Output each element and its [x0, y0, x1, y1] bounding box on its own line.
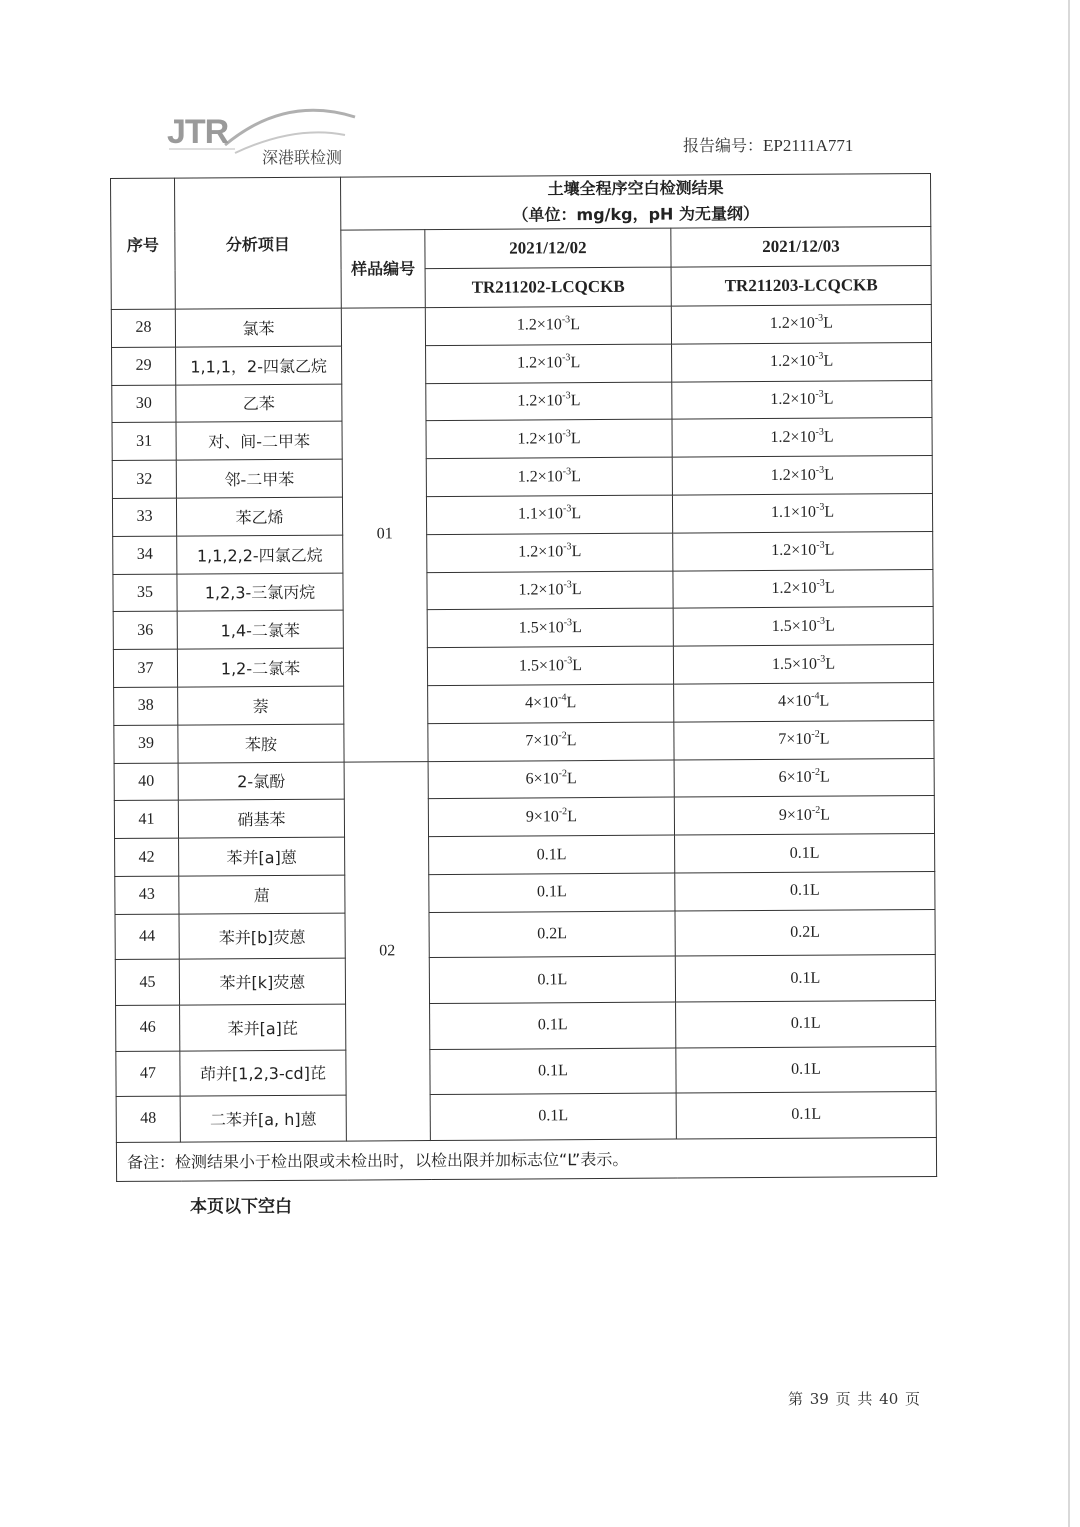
table-row [114, 720, 934, 763]
result-value-1 [426, 457, 672, 496]
analysis-item: 苯并[k]荧蒽 [179, 958, 345, 1005]
value-mantissa: 0.2L [790, 923, 821, 941]
value-mantissa: 1.5×10 [771, 655, 818, 673]
value-mantissa: 1.2×10 [770, 352, 816, 371]
result-value-2 [675, 834, 935, 873]
result-value-1 [428, 722, 674, 761]
value-flag: L [566, 694, 577, 712]
value-mantissa: 0.1L [536, 883, 567, 901]
analysis-item: 氯苯 [175, 308, 341, 347]
result-value-1 [426, 382, 672, 421]
table-row [115, 834, 935, 877]
table-row [115, 909, 935, 960]
result-value-2 [673, 569, 933, 608]
row-number: 40 [114, 763, 178, 801]
value-mantissa: 0.1L [790, 1014, 821, 1033]
table-title: 土壤全程序空白检测结果 [547, 178, 724, 199]
table-row [114, 758, 934, 801]
report-number-label: 报告编号： [683, 136, 764, 155]
analysis-item: 对、间-二甲苯 [176, 421, 342, 460]
value-mantissa: 1.2×10 [517, 392, 563, 410]
result-value-2 [672, 456, 932, 495]
result-value-2 [676, 1046, 936, 1093]
table-row [112, 342, 932, 385]
result-value-1 [425, 306, 671, 345]
date-header-1: 2021/12/02 [425, 228, 671, 269]
value-flag: L [823, 352, 834, 370]
results-table-body [111, 173, 937, 1181]
analysis-item: 茚并[1,2,3-cd]芘 [180, 1050, 346, 1097]
result-value-2 [674, 758, 934, 797]
value-mantissa: 1.5×10 [518, 656, 564, 675]
result-value-2 [673, 531, 933, 570]
table-row [113, 569, 933, 612]
value-exponent: -2 [811, 728, 820, 740]
value-mantissa: 4×10 [525, 694, 559, 712]
value-flag: L [570, 354, 581, 372]
row-number: 37 [113, 649, 177, 687]
value-mantissa: 1.2×10 [771, 541, 817, 560]
value-mantissa: 7×10 [778, 730, 812, 749]
result-value-2 [672, 342, 932, 381]
value-exponent: -4 [811, 691, 820, 703]
row-number: 32 [112, 460, 176, 498]
value-mantissa: 9×10 [778, 806, 812, 824]
value-mantissa: 6×10 [525, 770, 559, 788]
value-mantissa: 1.2×10 [769, 315, 815, 333]
value-flag: L [824, 579, 835, 597]
value-flag: L [823, 390, 834, 408]
result-value-2 [675, 871, 935, 910]
table-note: 备注：检测结果小于检出限或未检出时，以检出限并加标志位“L”表示。 [116, 1137, 936, 1181]
result-value-1 [426, 344, 672, 383]
value-mantissa: 0.1L [538, 1107, 569, 1125]
result-value-2 [671, 304, 931, 343]
analysis-item: 2-氯酚 [178, 762, 344, 801]
row-number: 38 [114, 687, 178, 725]
analysis-item: 1,1,2,2-四氯乙烷 [177, 535, 343, 574]
analysis-item: 1,4-二氯苯 [177, 610, 343, 649]
result-value-1 [427, 608, 673, 647]
row-number: 45 [115, 959, 179, 1005]
row-number: 36 [113, 611, 177, 649]
sample-id-header-1: TR211202-LCQCKB [425, 267, 671, 308]
value-mantissa: 1.2×10 [518, 543, 564, 561]
result-value-2 [674, 796, 934, 835]
report-number-value: EP2111A771 [763, 136, 854, 155]
result-value-1 [430, 1048, 676, 1095]
value-exponent: -3 [815, 464, 825, 476]
row-number: 33 [112, 498, 176, 536]
date-header-2: 2021/12/03 [671, 226, 931, 267]
value-mantissa: 0.1L [538, 1062, 568, 1080]
table-row [115, 955, 935, 1006]
value-mantissa: 0.1L [536, 845, 567, 863]
row-number: 44 [115, 914, 179, 960]
table-row [113, 645, 933, 688]
page-number: 第 39 页 共 40 页 [788, 1390, 921, 1408]
row-number: 39 [114, 725, 178, 763]
value-mantissa: 1.5×10 [518, 619, 564, 637]
col-item-header: 分析项目 [175, 177, 342, 309]
row-number: 30 [112, 385, 176, 423]
result-value-2 [673, 645, 933, 684]
analysis-item: 苯并[a]芘 [180, 1004, 346, 1051]
value-exponent: -2 [811, 766, 820, 778]
value-flag: L [825, 655, 836, 673]
result-value-1 [427, 533, 673, 572]
result-value-2 [675, 955, 935, 1002]
analysis-item: 邻-二甲苯 [176, 459, 342, 498]
value-flag: L [571, 467, 581, 485]
result-value-1 [429, 911, 675, 958]
value-flag: L [824, 541, 835, 559]
analysis-item: 萘 [178, 686, 344, 725]
value-flag: L [570, 316, 581, 334]
value-mantissa: 9×10 [525, 808, 559, 826]
table-row [114, 682, 934, 725]
value-flag: L [824, 466, 834, 484]
value-mantissa: 0.1L [791, 1106, 822, 1124]
company-name: 深港联检测 [262, 148, 343, 167]
row-number: 47 [116, 1051, 180, 1097]
result-value-1 [428, 797, 674, 836]
result-value-2 [672, 418, 932, 457]
row-number: 48 [116, 1096, 180, 1142]
value-exponent: -3 [815, 502, 825, 514]
result-value-1 [429, 835, 675, 874]
sample-group-01: 01 [341, 308, 428, 762]
table-row [116, 1046, 936, 1097]
value-exponent: -3 [814, 313, 824, 325]
value-exponent: -3 [563, 616, 573, 629]
value-mantissa: 1.2×10 [770, 428, 816, 446]
result-value-2 [676, 1092, 936, 1139]
result-value-1 [426, 495, 672, 534]
col-sample-header: 样品编号 [341, 230, 425, 309]
value-mantissa: 0.1L [789, 882, 820, 900]
value-mantissa: 0.1L [537, 1016, 568, 1034]
result-value-1 [428, 760, 674, 799]
result-value-2 [672, 380, 932, 419]
value-flag: L [823, 314, 834, 333]
value-exponent: -3 [562, 352, 571, 364]
value-mantissa: 6×10 [778, 768, 812, 786]
value-mantissa: 1.1×10 [517, 505, 564, 523]
table-row [113, 607, 933, 650]
result-value-1 [427, 646, 673, 685]
value-flag: L [571, 581, 582, 599]
row-number: 35 [113, 574, 177, 612]
result-value-2 [675, 909, 935, 956]
result-value-1 [430, 1002, 676, 1049]
report-number [683, 133, 853, 156]
value-mantissa: 1.2×10 [517, 354, 563, 372]
value-exponent: -3 [562, 390, 571, 402]
value-exponent: -2 [558, 768, 567, 780]
analysis-item: 苯胺 [178, 724, 344, 763]
value-flag: L [820, 806, 831, 824]
result-value-2 [674, 720, 934, 759]
value-mantissa: 1.1×10 [770, 504, 817, 522]
value-exponent: -3 [816, 653, 826, 665]
value-flag: L [819, 692, 830, 711]
sample-id-header-2: TR211203-LCQCKB [671, 265, 931, 306]
table-row [112, 456, 932, 499]
value-exponent: -2 [811, 804, 821, 816]
table-row [112, 380, 932, 423]
row-number: 43 [115, 876, 179, 914]
table-row [114, 796, 934, 839]
value-flag: L [571, 543, 582, 561]
row-number: 29 [112, 347, 176, 385]
value-exponent: -3 [562, 465, 572, 477]
row-number: 31 [112, 422, 176, 460]
value-mantissa: 0.1L [791, 1060, 821, 1078]
value-mantissa: 0.1L [790, 969, 821, 987]
note-row [116, 1137, 936, 1181]
value-mantissa: 1.5×10 [771, 617, 817, 635]
result-value-1 [429, 956, 675, 1003]
value-exponent: -3 [816, 539, 825, 551]
value-exponent: -3 [815, 388, 824, 400]
value-mantissa: 1.2×10 [518, 581, 564, 599]
row-number: 41 [114, 800, 178, 838]
value-mantissa: 0.1L [789, 844, 820, 862]
result-value-2 [673, 607, 933, 646]
table-unit-note: （单位：mg/kg，pH 为无量纲） [512, 204, 760, 225]
value-flag: L [571, 618, 582, 636]
analysis-item: 䓛 [179, 875, 345, 914]
result-value-2 [672, 493, 932, 532]
analysis-item: 硝基苯 [178, 799, 344, 838]
value-exponent: -2 [558, 730, 567, 742]
value-flag: L [819, 768, 830, 786]
result-value-1 [427, 571, 673, 610]
analysis-item: 二苯并[a, h]蒽 [180, 1095, 346, 1142]
results-table [110, 173, 937, 1182]
value-flag: L [566, 770, 577, 788]
value-mantissa: 0.2L [537, 925, 568, 943]
value-flag: L [819, 730, 830, 748]
analysis-item: 1,2,3-三氯丙烷 [177, 573, 343, 612]
value-exponent: -3 [816, 577, 825, 589]
value-flag: L [570, 429, 581, 447]
value-flag: L [572, 656, 583, 674]
analysis-item: 1,2-二氯苯 [177, 648, 343, 687]
value-flag: L [566, 732, 577, 750]
value-exponent: -3 [563, 654, 573, 666]
analysis-item: 乙苯 [176, 384, 342, 423]
analysis-item: 苯并[b]荧蒽 [179, 913, 345, 960]
value-exponent: -3 [563, 579, 572, 591]
col-seq-header: 序号 [111, 178, 176, 309]
value-mantissa: 7×10 [525, 732, 559, 750]
value-mantissa: 1.2×10 [771, 579, 817, 597]
value-exponent: -3 [815, 350, 824, 362]
blank-below-note: 本页以下空白 [190, 1197, 292, 1217]
table-row [113, 531, 933, 574]
table-row [116, 1092, 936, 1143]
table-row [112, 493, 932, 536]
value-exponent: -3 [563, 541, 572, 553]
value-exponent: -3 [562, 427, 571, 440]
table-row [115, 871, 935, 914]
value-flag: L [823, 428, 834, 446]
value-flag: L [824, 503, 835, 522]
value-exponent: -3 [561, 314, 571, 326]
logo-text: JTR [167, 113, 229, 151]
analysis-item: 苯乙烯 [176, 497, 342, 536]
analysis-item: 苯并[a]蒽 [179, 837, 345, 876]
value-exponent: -3 [815, 426, 824, 438]
value-flag: L [570, 392, 581, 410]
value-exponent: -4 [558, 692, 567, 704]
value-mantissa: 1.2×10 [517, 467, 563, 486]
analysis-item: 1,1,1，2-四氯乙烷 [176, 346, 342, 385]
row-number: 34 [113, 536, 177, 574]
result-value-1 [426, 419, 672, 458]
result-value-1 [430, 1093, 676, 1140]
result-value-2 [676, 1000, 936, 1047]
result-value-1 [429, 873, 675, 912]
result-value-1 [428, 684, 674, 723]
value-flag: L [825, 617, 835, 635]
value-exponent: -3 [562, 503, 572, 515]
sample-group-02: 02 [344, 761, 430, 1141]
value-mantissa: 0.1L [537, 970, 568, 989]
header-row-1 [111, 173, 931, 231]
value-mantissa: 1.2×10 [516, 316, 562, 334]
table-row [111, 304, 931, 347]
value-exponent: -3 [816, 615, 826, 627]
value-flag: L [571, 505, 582, 523]
table-row [116, 1000, 936, 1051]
row-number: 42 [115, 838, 179, 876]
table-title-cell [340, 173, 930, 230]
page-edge [1068, 0, 1070, 1527]
row-number: 28 [111, 309, 175, 347]
row-number: 46 [116, 1005, 180, 1051]
result-value-2 [674, 682, 934, 721]
value-exponent: -2 [558, 805, 568, 818]
table-row [112, 418, 932, 461]
value-mantissa: 1.2×10 [770, 390, 816, 408]
value-mantissa: 1.2×10 [517, 430, 563, 448]
value-mantissa: 4×10 [778, 693, 812, 711]
value-flag: L [567, 807, 578, 825]
value-mantissa: 1.2×10 [770, 466, 816, 484]
